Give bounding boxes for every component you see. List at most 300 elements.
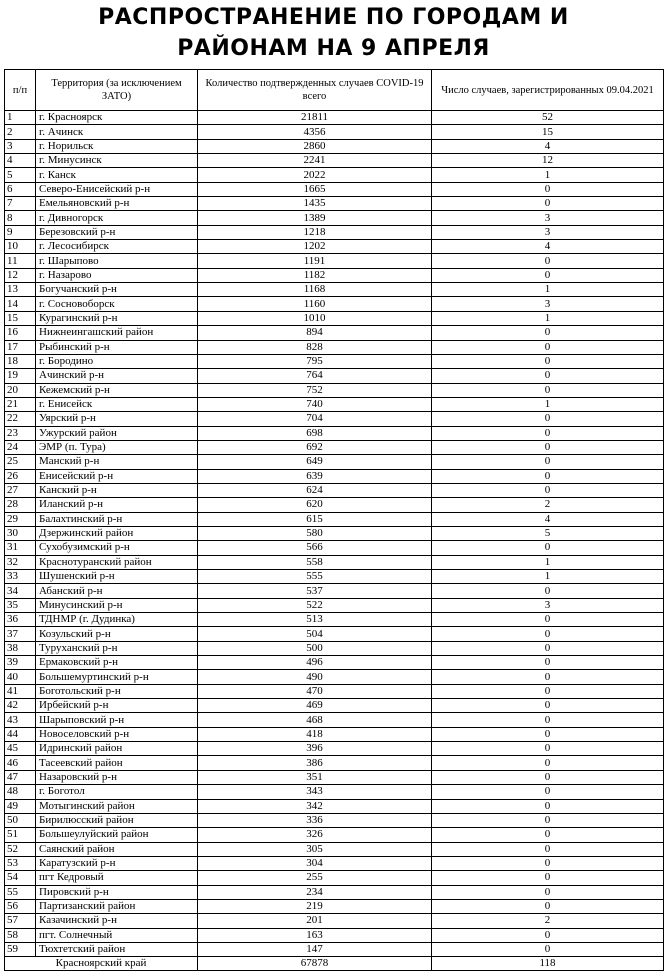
territory-name: Ачинский р-н	[36, 369, 198, 383]
table-row	[5, 197, 664, 211]
today-cases: 1	[432, 555, 664, 569]
total-cases: 255	[198, 871, 432, 885]
table-row	[5, 512, 664, 526]
total-cases: 580	[198, 526, 432, 540]
total-row	[5, 957, 664, 971]
today-cases: 0	[432, 699, 664, 713]
today-cases: 0	[432, 455, 664, 469]
territory-name: Большеулуйский район	[36, 828, 198, 842]
row-number: 56	[5, 899, 36, 913]
total-cases: 795	[198, 354, 432, 368]
table-row	[5, 483, 664, 497]
total-cases: 219	[198, 899, 432, 913]
row-number: 24	[5, 440, 36, 454]
row-number: 47	[5, 770, 36, 784]
territory-name: г. Енисейск	[36, 397, 198, 411]
row-number: 17	[5, 340, 36, 354]
total-cases: 1218	[198, 225, 432, 239]
total-cases: 396	[198, 742, 432, 756]
today-cases: 2	[432, 914, 664, 928]
total-cases: 522	[198, 598, 432, 612]
territory-name: Ермаковский р-н	[36, 656, 198, 670]
table-row	[5, 742, 664, 756]
today-cases: 3	[432, 211, 664, 225]
total-cases: 67878	[198, 957, 432, 971]
table-row	[5, 842, 664, 856]
header-num: п/п	[5, 70, 36, 111]
row-number: 2	[5, 125, 36, 139]
today-cases: 0	[432, 684, 664, 698]
row-number: 43	[5, 713, 36, 727]
territory-name: Манский р-н	[36, 455, 198, 469]
total-cases: 2241	[198, 154, 432, 168]
today-cases: 1	[432, 311, 664, 325]
territory-name: Шушенский р-н	[36, 570, 198, 584]
territory-name: Дзержинский район	[36, 526, 198, 540]
header-territory: Территория (за исключением ЗАТО)	[36, 70, 198, 111]
table-row	[5, 613, 664, 627]
today-cases: 1	[432, 570, 664, 584]
table-row	[5, 656, 664, 670]
today-cases: 3	[432, 598, 664, 612]
row-number: 46	[5, 756, 36, 770]
territory-name: Туруханский р-н	[36, 641, 198, 655]
row-number: 58	[5, 928, 36, 942]
territory-name: Канский р-н	[36, 483, 198, 497]
row-number: 4	[5, 154, 36, 168]
table-row	[5, 584, 664, 598]
today-cases: 0	[432, 383, 664, 397]
table-row	[5, 598, 664, 612]
table-row	[5, 727, 664, 741]
total-cases: 566	[198, 541, 432, 555]
today-cases: 12	[432, 154, 664, 168]
total-cases: 2860	[198, 139, 432, 153]
territory-name: Ирбейский р-н	[36, 699, 198, 713]
row-number: 37	[5, 627, 36, 641]
today-cases: 0	[432, 670, 664, 684]
territory-name: Курагинский р-н	[36, 311, 198, 325]
table-row	[5, 856, 664, 870]
table-row	[5, 498, 664, 512]
table-row	[5, 254, 664, 268]
today-cases: 0	[432, 871, 664, 885]
territory-name: Березовский р-н	[36, 225, 198, 239]
total-cases: 351	[198, 770, 432, 784]
row-number: 26	[5, 469, 36, 483]
territory-name: г. Бородино	[36, 354, 198, 368]
today-cases: 1	[432, 283, 664, 297]
table-row	[5, 225, 664, 239]
table-row	[5, 182, 664, 196]
territory-name: Балахтинский р-н	[36, 512, 198, 526]
today-cases: 4	[432, 139, 664, 153]
table-row	[5, 240, 664, 254]
row-number: 30	[5, 526, 36, 540]
today-cases: 0	[432, 756, 664, 770]
today-cases: 1	[432, 168, 664, 182]
row-number: 3	[5, 139, 36, 153]
table-row	[5, 756, 664, 770]
territory-name: Северо-Енисейский р-н	[36, 182, 198, 196]
today-cases: 0	[432, 469, 664, 483]
table-row	[5, 942, 664, 956]
today-cases: 0	[432, 641, 664, 655]
territory-name: Бирилюсский район	[36, 813, 198, 827]
territory-name: Новоселовский р-н	[36, 727, 198, 741]
row-number: 38	[5, 641, 36, 655]
territory-name: г. Шарыпово	[36, 254, 198, 268]
row-number: 49	[5, 799, 36, 813]
table-row	[5, 412, 664, 426]
total-today: 118	[432, 957, 664, 971]
table-row	[5, 641, 664, 655]
row-number: 20	[5, 383, 36, 397]
today-cases: 0	[432, 412, 664, 426]
territory-name: Ужурский район	[36, 426, 198, 440]
table-row	[5, 699, 664, 713]
row-number: 25	[5, 455, 36, 469]
today-cases: 0	[432, 584, 664, 598]
table-row	[5, 526, 664, 540]
total-cases: 469	[198, 699, 432, 713]
title-line-1: РАСПРОСТРАНЕНИЕ ПО ГОРОДАМ И	[98, 5, 569, 30]
total-cases: 304	[198, 856, 432, 870]
today-cases: 0	[432, 770, 664, 784]
today-cases: 4	[432, 240, 664, 254]
title-line-2: РАЙОНАМ НА 9 АПРЕЛЯ	[177, 36, 490, 61]
total-cases: 342	[198, 799, 432, 813]
territory-name: г. Норильск	[36, 139, 198, 153]
row-number: 9	[5, 225, 36, 239]
row-number: 42	[5, 699, 36, 713]
total-cases: 639	[198, 469, 432, 483]
territory-name: г. Дивногорск	[36, 211, 198, 225]
table-row	[5, 297, 664, 311]
total-cases: 1435	[198, 197, 432, 211]
table-row	[5, 713, 664, 727]
row-number: 52	[5, 842, 36, 856]
territory-name: Краснотуранский район	[36, 555, 198, 569]
table-row	[5, 455, 664, 469]
row-number: 36	[5, 613, 36, 627]
today-cases: 0	[432, 885, 664, 899]
total-cases: 21811	[198, 111, 432, 125]
total-cases: 163	[198, 928, 432, 942]
total-cases: 147	[198, 942, 432, 956]
total-cases: 496	[198, 656, 432, 670]
total-cases: 764	[198, 369, 432, 383]
total-cases: 1160	[198, 297, 432, 311]
today-cases: 0	[432, 856, 664, 870]
today-cases: 0	[432, 268, 664, 282]
row-number: 51	[5, 828, 36, 842]
table-row	[5, 899, 664, 913]
header-total: Количество подтвержденных случаев COVID-19 всего	[198, 70, 432, 111]
table-row	[5, 885, 664, 899]
row-number: 34	[5, 584, 36, 598]
row-number: 31	[5, 541, 36, 555]
territory-name: Каратузский р-н	[36, 856, 198, 870]
today-cases: 0	[432, 942, 664, 956]
today-cases: 2	[432, 498, 664, 512]
table-row	[5, 684, 664, 698]
territory-name: Тюхтетский район	[36, 942, 198, 956]
table-row	[5, 440, 664, 454]
today-cases: 0	[432, 742, 664, 756]
today-cases: 3	[432, 297, 664, 311]
row-number: 32	[5, 555, 36, 569]
territory-name: ТДНМР (г. Дудинка)	[36, 613, 198, 627]
territory-name: пгт Кедровый	[36, 871, 198, 885]
today-cases: 0	[432, 727, 664, 741]
today-cases: 0	[432, 340, 664, 354]
row-number: 41	[5, 684, 36, 698]
territory-name: Иланский р-н	[36, 498, 198, 512]
total-cases: 555	[198, 570, 432, 584]
table-row	[5, 268, 664, 282]
total-label: Красноярский край	[5, 957, 198, 971]
table-row	[5, 397, 664, 411]
total-cases: 1010	[198, 311, 432, 325]
total-cases: 558	[198, 555, 432, 569]
table-row	[5, 211, 664, 225]
today-cases: 1	[432, 397, 664, 411]
table-row	[5, 354, 664, 368]
territory-name: г. Сосновоборск	[36, 297, 198, 311]
total-cases: 1168	[198, 283, 432, 297]
territory-name: Мотыгинский район	[36, 799, 198, 813]
territory-name: г. Канск	[36, 168, 198, 182]
territory-name: г. Лесосибирск	[36, 240, 198, 254]
total-cases: 513	[198, 613, 432, 627]
today-cases: 0	[432, 369, 664, 383]
territory-name: Партизанский район	[36, 899, 198, 913]
table-row	[5, 426, 664, 440]
territory-name: Назаровский р-н	[36, 770, 198, 784]
territory-name: Боготольский р-н	[36, 684, 198, 698]
today-cases: 0	[432, 426, 664, 440]
table-row	[5, 555, 664, 569]
territory-name: Сухобузимский р-н	[36, 541, 198, 555]
territory-name: Нижнеингашский район	[36, 326, 198, 340]
territory-name: г. Ачинск	[36, 125, 198, 139]
territory-name: г. Боготол	[36, 785, 198, 799]
today-cases: 4	[432, 512, 664, 526]
table-row	[5, 283, 664, 297]
header-today: Число случаев, зарегистрированных 09.04.2021	[432, 70, 664, 111]
total-cases: 704	[198, 412, 432, 426]
table-row	[5, 154, 664, 168]
total-cases: 740	[198, 397, 432, 411]
row-number: 48	[5, 785, 36, 799]
table-body	[5, 111, 664, 957]
today-cases: 0	[432, 254, 664, 268]
row-number: 28	[5, 498, 36, 512]
today-cases: 0	[432, 928, 664, 942]
today-cases: 0	[432, 541, 664, 555]
total-cases: 624	[198, 483, 432, 497]
row-number: 5	[5, 168, 36, 182]
today-cases: 0	[432, 197, 664, 211]
total-cases: 504	[198, 627, 432, 641]
total-cases: 752	[198, 383, 432, 397]
today-cases: 0	[432, 785, 664, 799]
today-cases: 0	[432, 828, 664, 842]
total-cases: 336	[198, 813, 432, 827]
total-cases: 615	[198, 512, 432, 526]
territory-name: пгт. Солнечный	[36, 928, 198, 942]
total-cases: 1389	[198, 211, 432, 225]
total-cases: 201	[198, 914, 432, 928]
table-row	[5, 369, 664, 383]
row-number: 35	[5, 598, 36, 612]
row-number: 7	[5, 197, 36, 211]
today-cases: 0	[432, 613, 664, 627]
total-cases: 692	[198, 440, 432, 454]
row-number: 16	[5, 326, 36, 340]
row-number: 1	[5, 111, 36, 125]
territory-name: Абанский р-н	[36, 584, 198, 598]
table-row	[5, 340, 664, 354]
row-number: 23	[5, 426, 36, 440]
territory-name: г. Назарово	[36, 268, 198, 282]
territory-name: Енисейский р-н	[36, 469, 198, 483]
row-number: 14	[5, 297, 36, 311]
row-number: 18	[5, 354, 36, 368]
today-cases: 52	[432, 111, 664, 125]
row-number: 13	[5, 283, 36, 297]
row-number: 27	[5, 483, 36, 497]
table-row	[5, 383, 664, 397]
total-cases: 500	[198, 641, 432, 655]
row-number: 22	[5, 412, 36, 426]
row-number: 57	[5, 914, 36, 928]
today-cases: 0	[432, 354, 664, 368]
total-cases: 2022	[198, 168, 432, 182]
table-row	[5, 928, 664, 942]
territory-name: г. Минусинск	[36, 154, 198, 168]
table-row	[5, 670, 664, 684]
row-number: 45	[5, 742, 36, 756]
today-cases: 0	[432, 813, 664, 827]
territory-name: Кежемский р-н	[36, 383, 198, 397]
row-number: 44	[5, 727, 36, 741]
row-number: 19	[5, 369, 36, 383]
total-cases: 649	[198, 455, 432, 469]
row-number: 29	[5, 512, 36, 526]
total-cases: 386	[198, 756, 432, 770]
row-number: 50	[5, 813, 36, 827]
total-cases: 470	[198, 684, 432, 698]
territory-name: ЭМР (п. Тура)	[36, 440, 198, 454]
total-cases: 490	[198, 670, 432, 684]
row-number: 54	[5, 871, 36, 885]
today-cases: 0	[432, 326, 664, 340]
territory-name: Идринский район	[36, 742, 198, 756]
territory-name: Пировский р-н	[36, 885, 198, 899]
territory-name: Минусинский р-н	[36, 598, 198, 612]
total-cases: 537	[198, 584, 432, 598]
territory-name: г. Красноярск	[36, 111, 198, 125]
table-row	[5, 111, 664, 125]
territory-name: Емельяновский р-н	[36, 197, 198, 211]
territory-name: Казачинский р-н	[36, 914, 198, 928]
total-cases: 468	[198, 713, 432, 727]
table-row	[5, 311, 664, 325]
row-number: 33	[5, 570, 36, 584]
table-row	[5, 469, 664, 483]
total-cases: 894	[198, 326, 432, 340]
table-row	[5, 828, 664, 842]
total-cases: 1191	[198, 254, 432, 268]
table-row	[5, 326, 664, 340]
today-cases: 5	[432, 526, 664, 540]
total-cases: 234	[198, 885, 432, 899]
total-cases: 1202	[198, 240, 432, 254]
territory-name: Уярский р-н	[36, 412, 198, 426]
total-cases: 698	[198, 426, 432, 440]
total-cases: 1665	[198, 182, 432, 196]
total-cases: 326	[198, 828, 432, 842]
row-number: 40	[5, 670, 36, 684]
table-row	[5, 785, 664, 799]
row-number: 8	[5, 211, 36, 225]
today-cases: 0	[432, 656, 664, 670]
table-row	[5, 813, 664, 827]
table-row	[5, 627, 664, 641]
table-row	[5, 871, 664, 885]
total-cases: 305	[198, 842, 432, 856]
row-number: 21	[5, 397, 36, 411]
today-cases: 0	[432, 799, 664, 813]
today-cases: 0	[432, 713, 664, 727]
row-number: 39	[5, 656, 36, 670]
total-cases: 620	[198, 498, 432, 512]
row-number: 6	[5, 182, 36, 196]
total-cases: 4356	[198, 125, 432, 139]
territory-name: Рыбинский р-н	[36, 340, 198, 354]
today-cases: 0	[432, 842, 664, 856]
table-row	[5, 799, 664, 813]
table-row	[5, 125, 664, 139]
territory-name: Богучанский р-н	[36, 283, 198, 297]
territory-name: Шарыповский р-н	[36, 713, 198, 727]
territory-name: Большемуртинский р-н	[36, 670, 198, 684]
cases-table	[4, 69, 664, 971]
today-cases: 0	[432, 483, 664, 497]
row-number: 59	[5, 942, 36, 956]
table-row	[5, 139, 664, 153]
today-cases: 0	[432, 440, 664, 454]
table-header-row	[5, 70, 664, 111]
row-number: 11	[5, 254, 36, 268]
total-cases: 418	[198, 727, 432, 741]
row-number: 55	[5, 885, 36, 899]
row-number: 12	[5, 268, 36, 282]
today-cases: 15	[432, 125, 664, 139]
page-title	[0, 0, 667, 70]
today-cases: 0	[432, 627, 664, 641]
territory-name: Саянский район	[36, 842, 198, 856]
table-row	[5, 168, 664, 182]
table-row	[5, 541, 664, 555]
table-row	[5, 770, 664, 784]
total-cases: 343	[198, 785, 432, 799]
territory-name: Тасеевский район	[36, 756, 198, 770]
total-cases: 1182	[198, 268, 432, 282]
today-cases: 0	[432, 899, 664, 913]
